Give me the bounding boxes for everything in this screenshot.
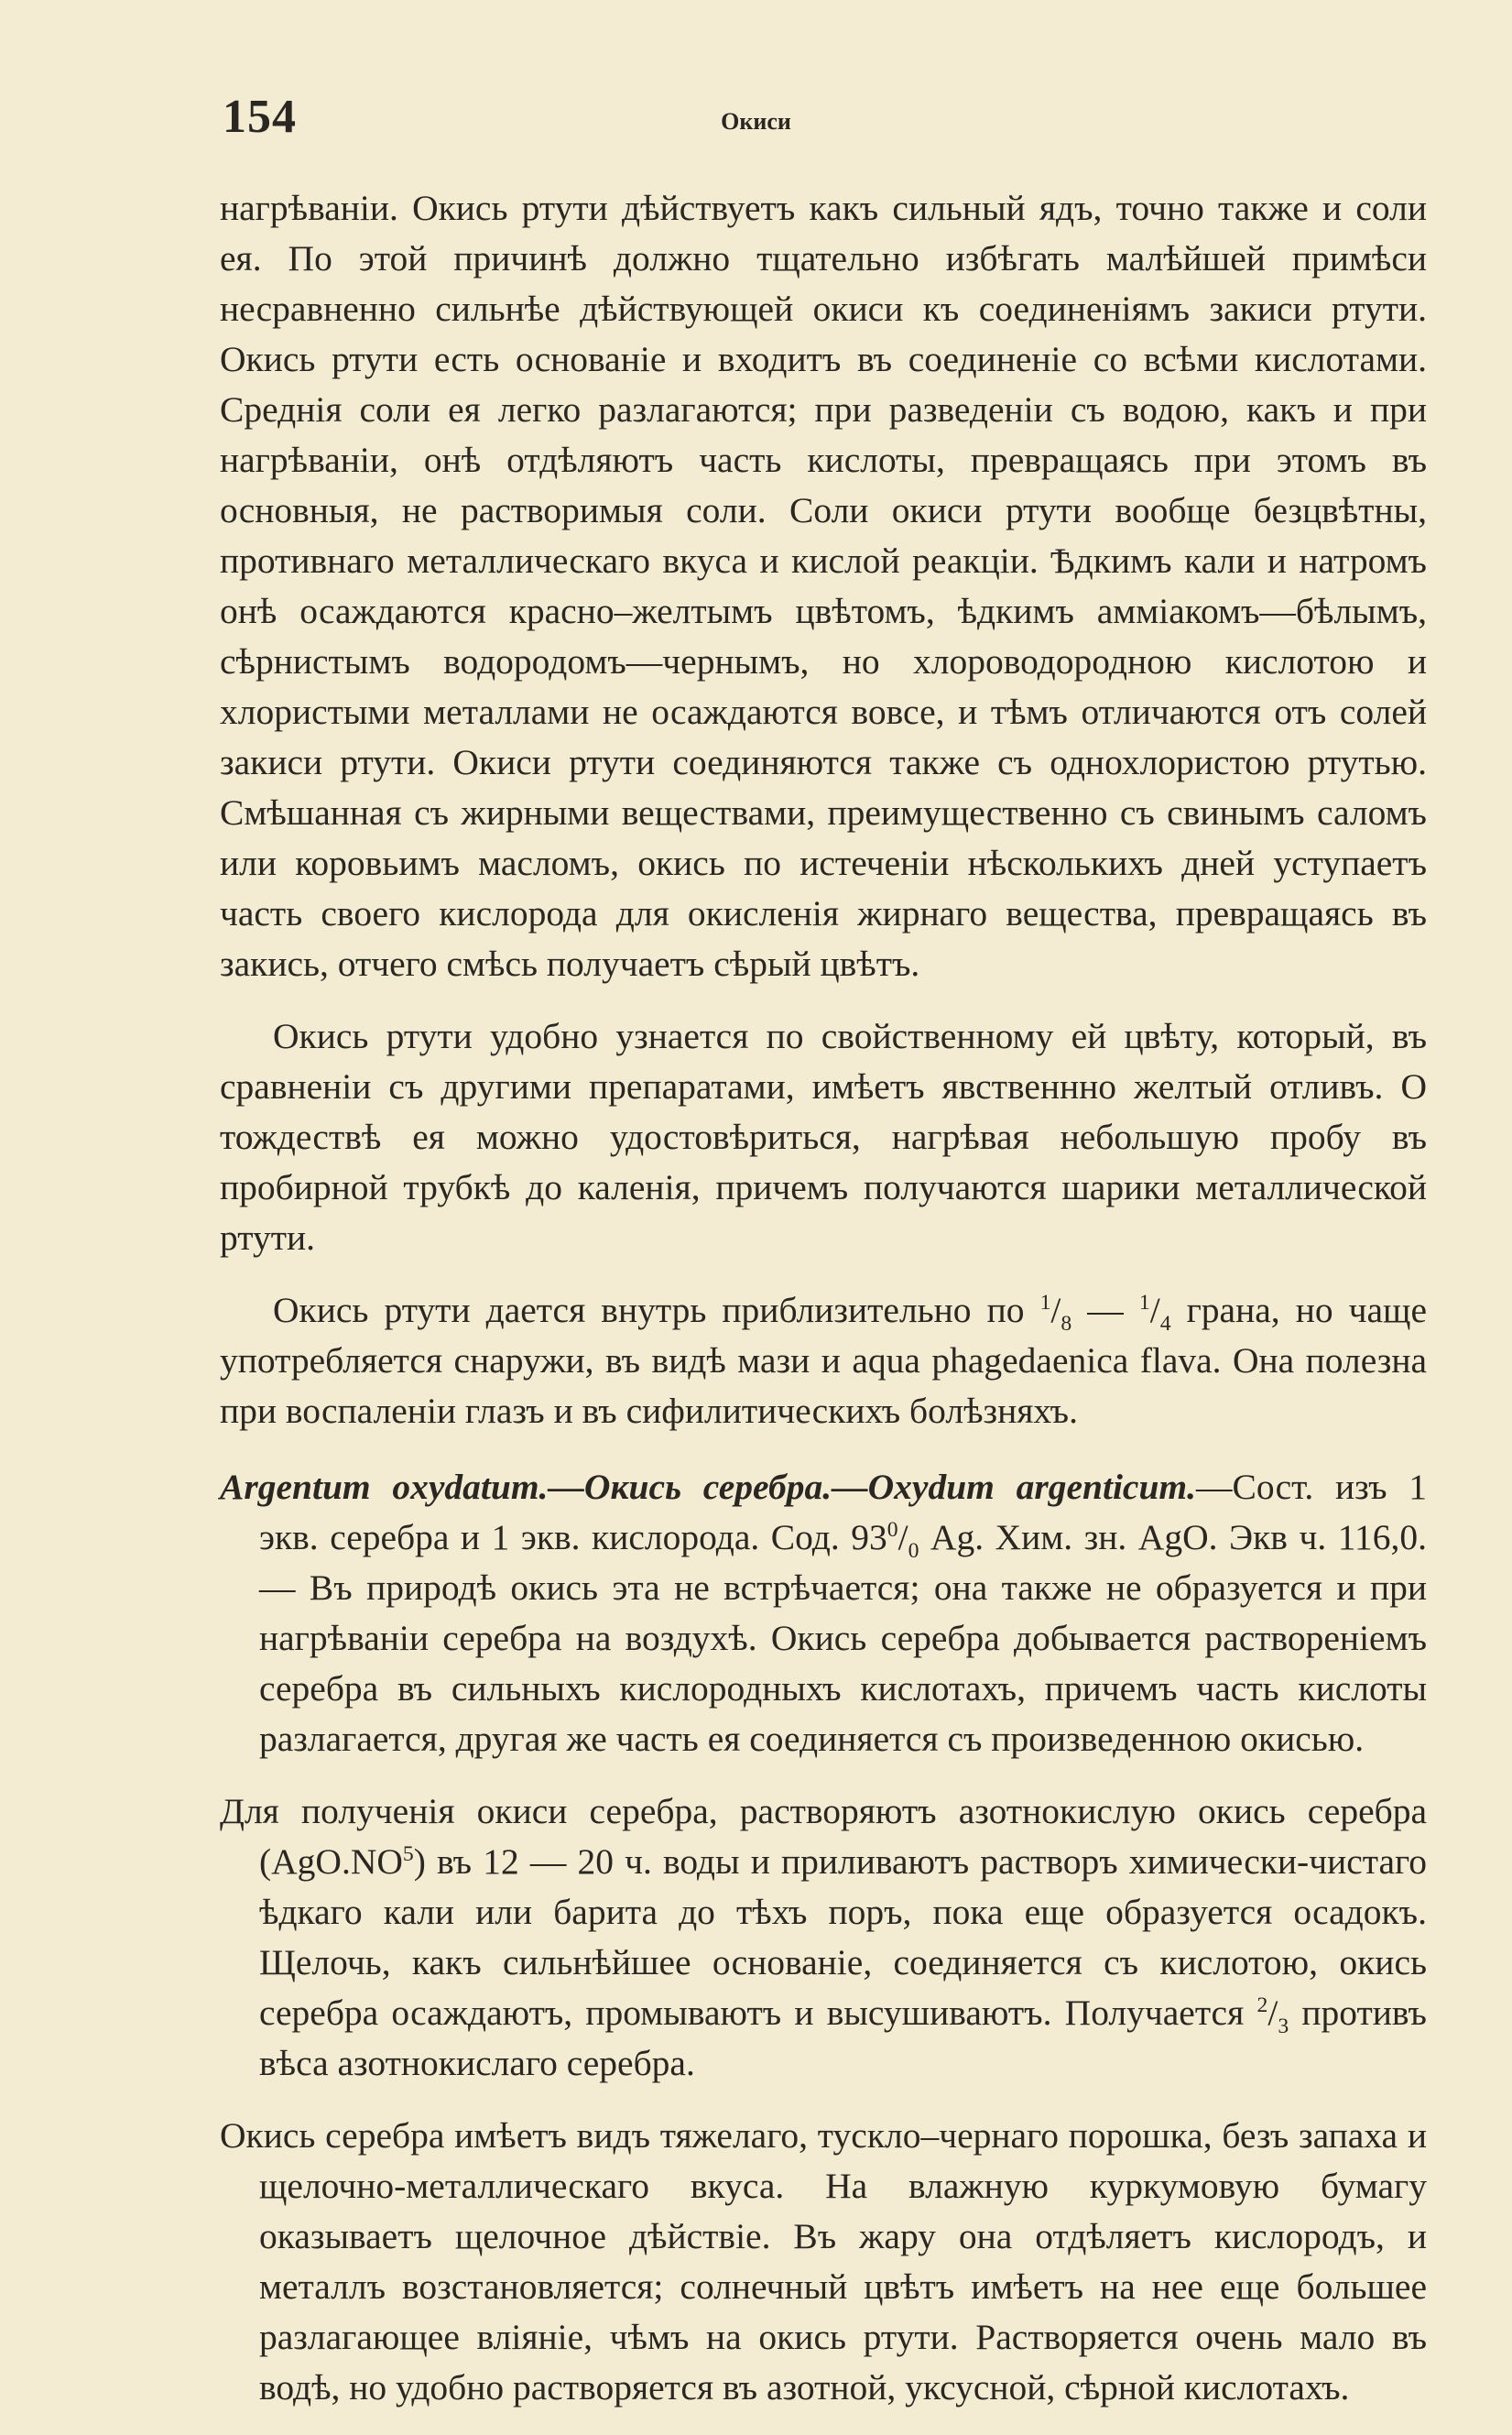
running-title: Окиси: [721, 108, 791, 135]
fraction-two-thirds: $^2/_3$: [1256, 1993, 1289, 2038]
paragraph-silver-oxide-preparation: Для полученія окиси серебра, растворяютъ азотнокислую окись серебра $(AgO.NO^5)$ въ 12 — 20 ч. воды и приливаютъ растворъ химически-чистаго ѣдкаго кали или барита до тѣхъ поръ, пока еще образуется осадокъ. Щелочь, какъ сильнѣйшее основаніе, соединяется съ кислотою, окись серебра осаждаютъ, промываютъ и высушиваютъ. Получается $^2/_3$ противъ вѣса азотнокислаго серебра.: [220, 1791, 1427, 2083]
paragraph-mercury-oxide-properties: нагрѣваніи. Окись ртути дѣйствуетъ какъ сильный ядъ, точно также и соли ея. По этой причинѣ должно тщательно избѣгать малѣйшей примѣси несравненно сильнѣе дѣйствующей окиси къ соединеніямъ закиси ртути. Окись ртути есть основаніе и входитъ въ соединеніе со всѣми кислотами. Среднія соли ея легко разлагаются; при разведеніи съ водою, какъ и при нагрѣваніи, онѣ отдѣляютъ часть кислоты, превращаясь при этомъ въ основныя, не растворимыя соли. Соли окиси ртути вообще безцвѣтны, противнаго металлическаго вкуса и кислой реакціи. Ѣдкимъ кали и натромъ онѣ осаждаются красно–желтымъ цвѣтомъ, ѣдкимъ аммiакомъ—бѣлымъ, сѣрнистымъ водородомъ—чернымъ, но хлороводородною кислотою и хлористыми металлами не осаждаются вовсе, и тѣмъ отличаются отъ солей закиси ртути. Окиси ртути соединяются также съ однохлористою ртутью. Смѣшанная съ жирными веществами, преимущественно съ свинымъ саломъ или коровьимъ масломъ, окись по истеченіи нѣсколькихъ дней уступаетъ часть своего кислорода для окисленія жирнаго вещества, превращаясь въ закись, отчего смѣсь получаетъ сѣрый цвѣтъ.: [220, 188, 1427, 984]
body-text: [220, 183, 1427, 2435]
page-number: 154: [223, 91, 297, 143]
entry-argentum-oxydatum: Argentum oxydatum.—Окись серебра.—Oxydum argenticum.—Сост. изъ 1 экв. серебра и 1 экв. кислорода. Сод. $93^0/_0$ Ag. Хим. зн. AgO. Экв ч. 116,0. — Въ природѣ окись эта не встрѣчается; она также не образуется и при нагрѣваніи серебра на воздухѣ. Окись серебра добывается раствореніемъ серебра въ сильныхъ кислородныхъ кислотахъ, причемъ часть кислоты разлагается, другая же часть ея соединяется съ произведенною окисью.: [220, 1467, 1427, 1759]
paragraph-mercury-oxide-dosage: Окись ртути дается внутрь приблизительно по $^1/_8$ — $^1/_4$ грана, но чаще употребляется снаружи, въ видѣ мази и aqua phagedaenica flava. Она полезна при воспаленіи глазъ и въ сифилитическихъ болѣзняхъ.: [220, 1290, 1427, 1431]
percent-sign: $^0/_0$: [887, 1517, 919, 1563]
fraction-one-eighth: $^1/_8$: [1039, 1290, 1072, 1336]
entry-title: Argentum oxydatum.—Окись серебра.—Oxydum argenticum.: [220, 1467, 1197, 1507]
paragraph-silver-oxide-properties: Окись серебра имѣетъ видъ тяжелаго, тускло–чернаго порошка, безъ запаха и щелочно-металлическаго вкуса. На влажную куркумовую бумагу оказываетъ щелочное дѣйствіе. Въ жару она отдѣляетъ кислородъ, и металлъ возстановляется; солнечный цвѣтъ имѣетъ на нее еще большее разлагающее вліяніе, чѣмъ на окись ртути. Растворяется очень мало въ водѣ, но удобно растворяется въ азотной, уксусной, сѣрной кислотахъ.: [220, 2115, 1427, 2408]
paragraph-mercury-oxide-identification: Окись ртути удобно узнается по свойственному ей цвѣту, который, въ сравненіи съ другими препаратами, имѣетъ явственнно желтый отливъ. О тождествѣ ея можно удостовѣриться, нагрѣвая небольшую пробу въ пробирной трубкѣ до каленія, причемъ получаются шарики металлической ртути.: [220, 1016, 1427, 1258]
fraction-one-quarter: $^1/_4$: [1138, 1290, 1171, 1336]
